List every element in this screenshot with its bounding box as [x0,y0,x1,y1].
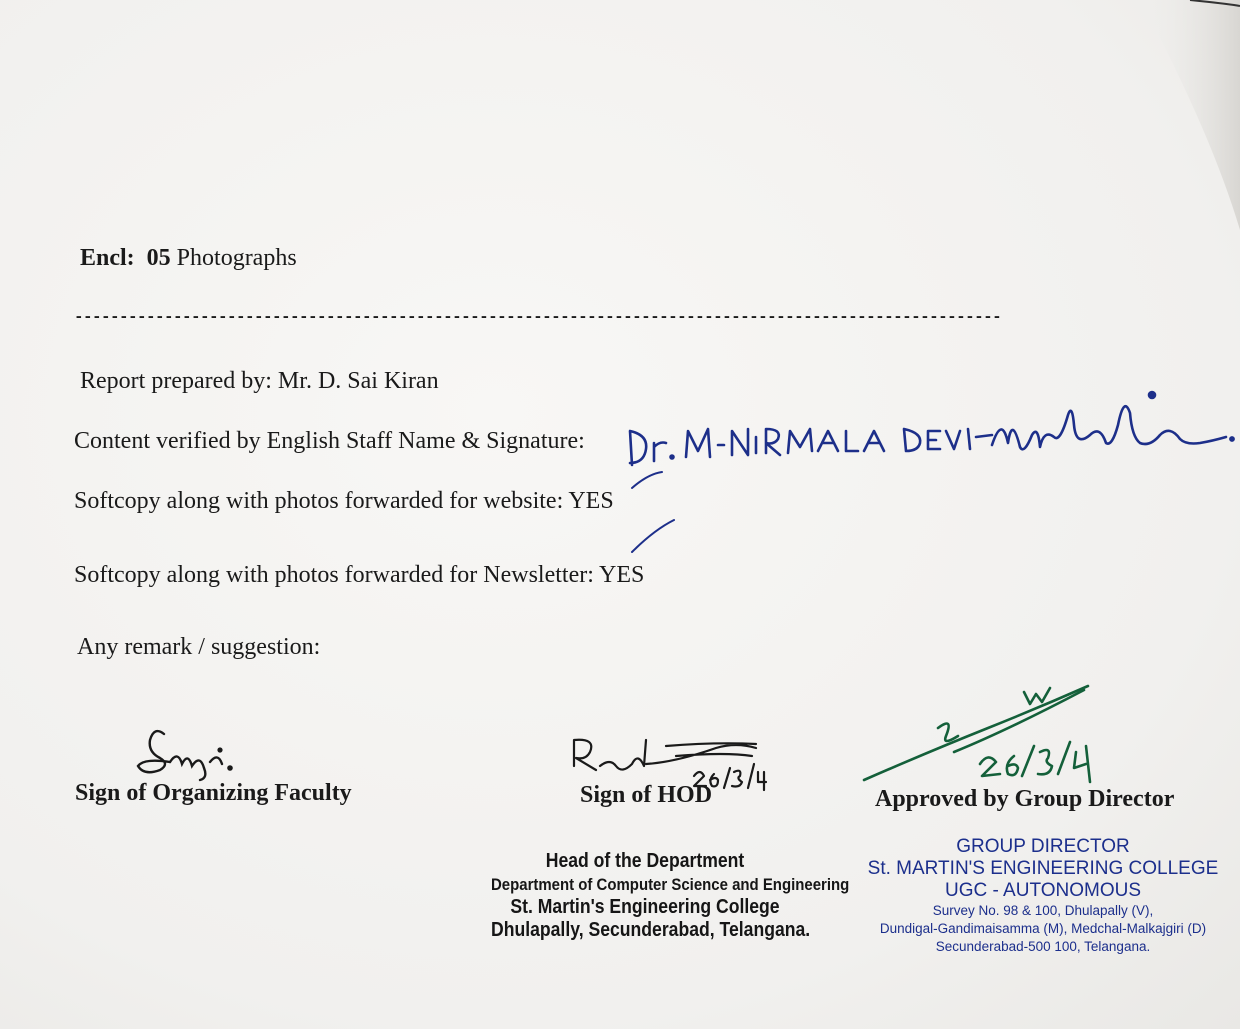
encl-count: 05 [146,245,171,271]
newsletter-forward: Softcopy along with photos forwarded for Newsletter: YES [74,562,645,588]
content-verified-line [74,428,585,455]
director-stamp-college: St. MARTIN'S ENGINEERING COLLEGE [867,858,1219,879]
hod-sign-label: Sign of HOD [580,782,713,808]
hod-stamp-department: Department of Computer Science and Engineering [491,875,850,894]
enclosure-line [80,245,297,272]
hod-stamp-college: St. Martin's Engineering College [510,896,780,918]
encl-label: Encl: [80,245,135,271]
verifier-handwritten-signature [620,385,1240,475]
director-stamp-city: Secunderabad-500 100, Telangana. [935,939,1151,954]
separator-line: ------------------------------------------------------------------------------------------------------- [74,308,1002,326]
hod-stamp-title: Head of the Department [545,850,745,872]
content-verified-label: Content verified by English Staff Name & Signature: [74,428,585,454]
director-sign-label: Approved by Group Director [875,786,1175,812]
hod-stamp-address: Dhulapally, Secunderabad, Telangana. [491,919,811,941]
prepared-by: Report prepared by: Mr. D. Sai Kiran [80,368,439,394]
director-stamp-mandal: Dundigal-Gandimaisamma (M), Medchal-Malkajgiri (D) [879,921,1207,936]
faculty-sign-label: Sign of Organizing Faculty [75,780,352,806]
director-stamp-autonomous: UGC - AUTONOMOUS [945,880,1141,901]
website-forward: Softcopy along with photos forwarded for website: YES [74,488,614,514]
website-tick-mark [628,468,668,492]
page-fold-shadow [1120,0,1240,230]
hod-stamp [491,850,850,942]
encl-item: Photographs [176,245,297,271]
director-stamp-title: GROUP DIRECTOR [956,836,1130,857]
director-stamp [862,836,1224,956]
remark-line: Any remark / suggestion: [77,634,321,660]
newsletter-tick-mark [628,516,680,556]
faculty-handwritten-signature [130,722,250,782]
director-stamp-survey: Survey No. 98 & 100, Dhulapally (V), [932,903,1154,918]
director-handwritten-signature [858,672,1128,787]
